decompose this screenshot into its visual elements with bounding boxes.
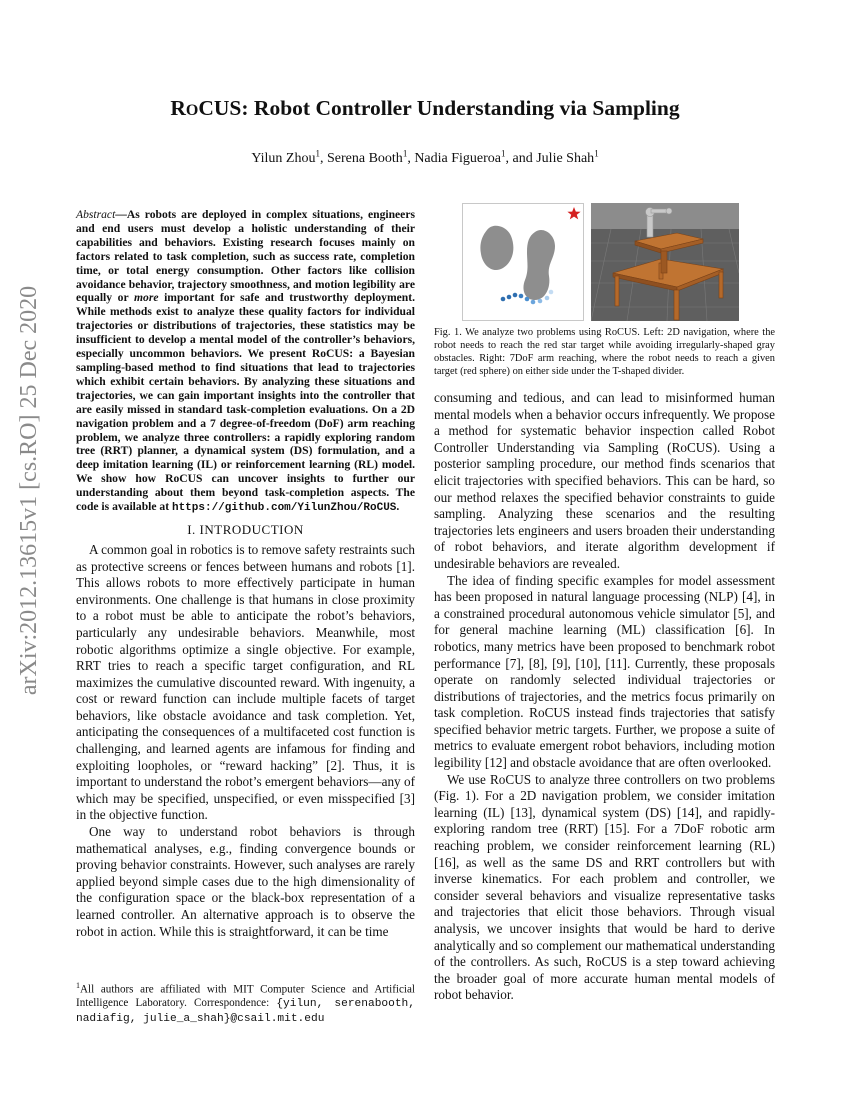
- arm-reaching-svg: [591, 203, 739, 321]
- obstacle-right: [523, 230, 555, 300]
- trajectory-point: [501, 297, 506, 302]
- navigation-plot-svg: [463, 204, 583, 320]
- footnote: $^1$All authors are affiliated with MIT Computer Science and Artificial Intelligence Laboratory. Correspondence: {yilun, serenabooth, nadiafig, julie_a_shah}@csail.mit.edu: [76, 981, 415, 1025]
- trajectory-point: [545, 296, 550, 301]
- target-star-icon: [567, 207, 580, 219]
- trajectory-point: [525, 297, 530, 302]
- figure-1: [462, 203, 739, 321]
- title-r: R: [170, 96, 186, 120]
- sky: [591, 203, 739, 229]
- paragraph: consuming and tedious, and can lead to misinformed human mental models when a behavior occurs infrequently. We propose a method for systematic behavior inspection called Robot Controller Understanding via Sampling (RoCUS). Using a posterior sampling procedure, our method finds scenarios that elicit trajectories with specified behaviors. This can be hard, so our method relaxes the specified behavior constraints to guide sampling. Analyzing these scenarios and the resulting trajectories lets engineers and users broaden their understanding of robot behaviors, and iterate algorithm development if undesirable behaviors are revealed.: [434, 390, 775, 571]
- footnote-emails: {yilun, serenabooth, nadiafig, julie_a_shah}@csail.mit.edu: [76, 998, 415, 1025]
- author: Nadia Figueroa$^1$, and: [414, 148, 537, 166]
- abstract: Abstract—As robots are deployed in complex situations, engineers and end users must develop a holistic understanding of their capabilities and behaviors. Existing research focuses mainly on factors related to task completion, such as success rate, completion time, or total energy consumption. Other factors like collision avoidance behavior, trajectory smoothness, and motion legibility are equally or more important for safe and trustworthy deployment. While methods exist to analyze these quality factors for individual trajectories or distributions of trajectories, these statistics may be insufficient to develop a mental model of the controller’s behaviors, especially uncommon behaviors. We present RoCUS: a Bayesian sampling-based method to find situations that lead to trajectories which exhibit certain behaviors. By analyzing these situations and trajectories, we can gain important insights into the controller that are easily missed in standard task-completion evaluations. On a 2D navigation problem and a 7 degree-of-freedom (DoF) arm reaching problem, we analyze three controllers: a rapidly exploring random tree (RRT) planner, a dynamical system (DS) formulation, and a deep imitation learning (IL) or reinforcement learning (RL) model. We show how RoCUS can uncover insights to further our understanding about them beyond task-completion aspects. The code is available at https://github.com/YilunZhou/RoCUS.: [76, 208, 415, 515]
- navigation-plot: [462, 203, 584, 321]
- paragraph: A common goal in robotics is to remove safety restraints such as protective screens or fences between humans and robots [1]. This allows robots to more effectively participate in human environments. One challenge is that humans in close proximity to a robot must be able to anticipate the robot’s behaviors, particularly any undesirable behaviors. Meanwhile, most robotic algorithms optimize a single objective. For example, RRT tries to reach a specific target configuration, and RL maximizes the cumulative discounted reward. With ingenuity, a cost or reward function can include multiple facets of target behaviors, like obstacle avoidance and task completion. Yet, anticipating the consequences of a multifaceted cost function is challenging, and learned agents are infamous for finding and exploiting loopholes, or “reward hacking” [2]. Thus, it is important to understand the robot’s emergent behaviors—any of which may be specified, unspecified, or even misspecified [3] in the objective function.: [76, 541, 415, 823]
- paragraph: We use RoCUS to analyze three controllers on two problems (Fig. 1). For a 2D navigation problem, we consider imitation learning (IL) [13], dynamical system (DS) [14], and rapidly-exploring random tree (RRT) [15]. For a 7DoF robotic arm reaching problem, we consider reinforcement learning (RL) [16], as well as the same DS and RRT controllers but with inverse kinematics. For each problem and controller, we consider several behaviors and visualize representative tasks and trajectories that elicit those behaviors. Through visual analysis, we uncover insights that would be hard to derive analytically and so complement our mathematical understanding of the controllers. As such, RoCUS is a step toward achieving the broader goal of more accurate human mental models of robot behavior.: [434, 771, 775, 1003]
- trajectory-point: [519, 294, 524, 299]
- right-column: [434, 390, 775, 1004]
- trajectory-point: [507, 295, 512, 300]
- arm-reaching-render: [591, 203, 739, 321]
- author: Yilun Zhou$^1$,: [251, 148, 327, 166]
- left-column: [76, 208, 415, 940]
- author: Julie Shah$^1$: [536, 148, 599, 166]
- title-o-smallcaps: O: [185, 102, 199, 119]
- author: Serena Booth$^1$,: [326, 148, 415, 166]
- obstacle-left: [480, 226, 513, 270]
- author-list: [0, 148, 850, 167]
- arxiv-stamp-text: arXiv:2012.13615v1 [cs.RO] 25 Dec 2020: [16, 285, 43, 695]
- trajectory-point: [531, 300, 536, 305]
- trajectory-point: [549, 290, 554, 295]
- trajectory-point: [538, 299, 543, 304]
- arxiv-stamp: [10, 285, 50, 695]
- abstract-label: Abstract: [76, 208, 116, 221]
- section-heading-introduction: I. INTRODUCTION: [187, 521, 304, 537]
- paper-title: [0, 96, 850, 121]
- paragraph: The idea of finding specific examples for model assessment has been proposed in natural language processing (NLP) [4], in a constrained procedural autonomous vehicle simulator [5], and for general machine learning (ML) classification [6]. In robotics, many metrics have been proposed to benchmark robot performance [7], [8], [9], [10], [11]. Currently, these proposals operate on randomly selected individual trajectories or distributions of trajectories, and the metrics focus primarily on task completion. RoCUS instead finds trajectories that satisfy specified behavior metric targets. Further, we propose a suite of metrics to evaluate emergent robot behaviors, including motion legibility [12] and obstacle avoidance that are often overlooked.: [434, 572, 775, 771]
- code-link[interactable]: https://github.com/YilunZhou/RoCUS: [171, 502, 397, 515]
- paragraph: One way to understand robot behaviors is through mathematical analyses, e.g., finding convergence bounds or proving behavior constraints. However, such analyses are rarely applied beyond simple cases due to the high dimensionality of the configuration space or the black-box representation of a learned controller. An alternative approach is to observe the robot in action. While this is straightforward, it can be time: [76, 824, 415, 939]
- trajectory-point: [513, 293, 518, 298]
- figure-caption: Fig. 1. We analyze two problems using RoCUS. Left: 2D navigation, where the robot needs to reach the red star target while avoiding irregularly-shaped gray obstacles. Right: 7DoF arm reaching, where the robot needs to reach a given target (red sphere) on either side under the T-shaped divider.: [434, 327, 775, 377]
- title-rest: CUS: Robot Controller Understanding via Sampling: [198, 96, 680, 120]
